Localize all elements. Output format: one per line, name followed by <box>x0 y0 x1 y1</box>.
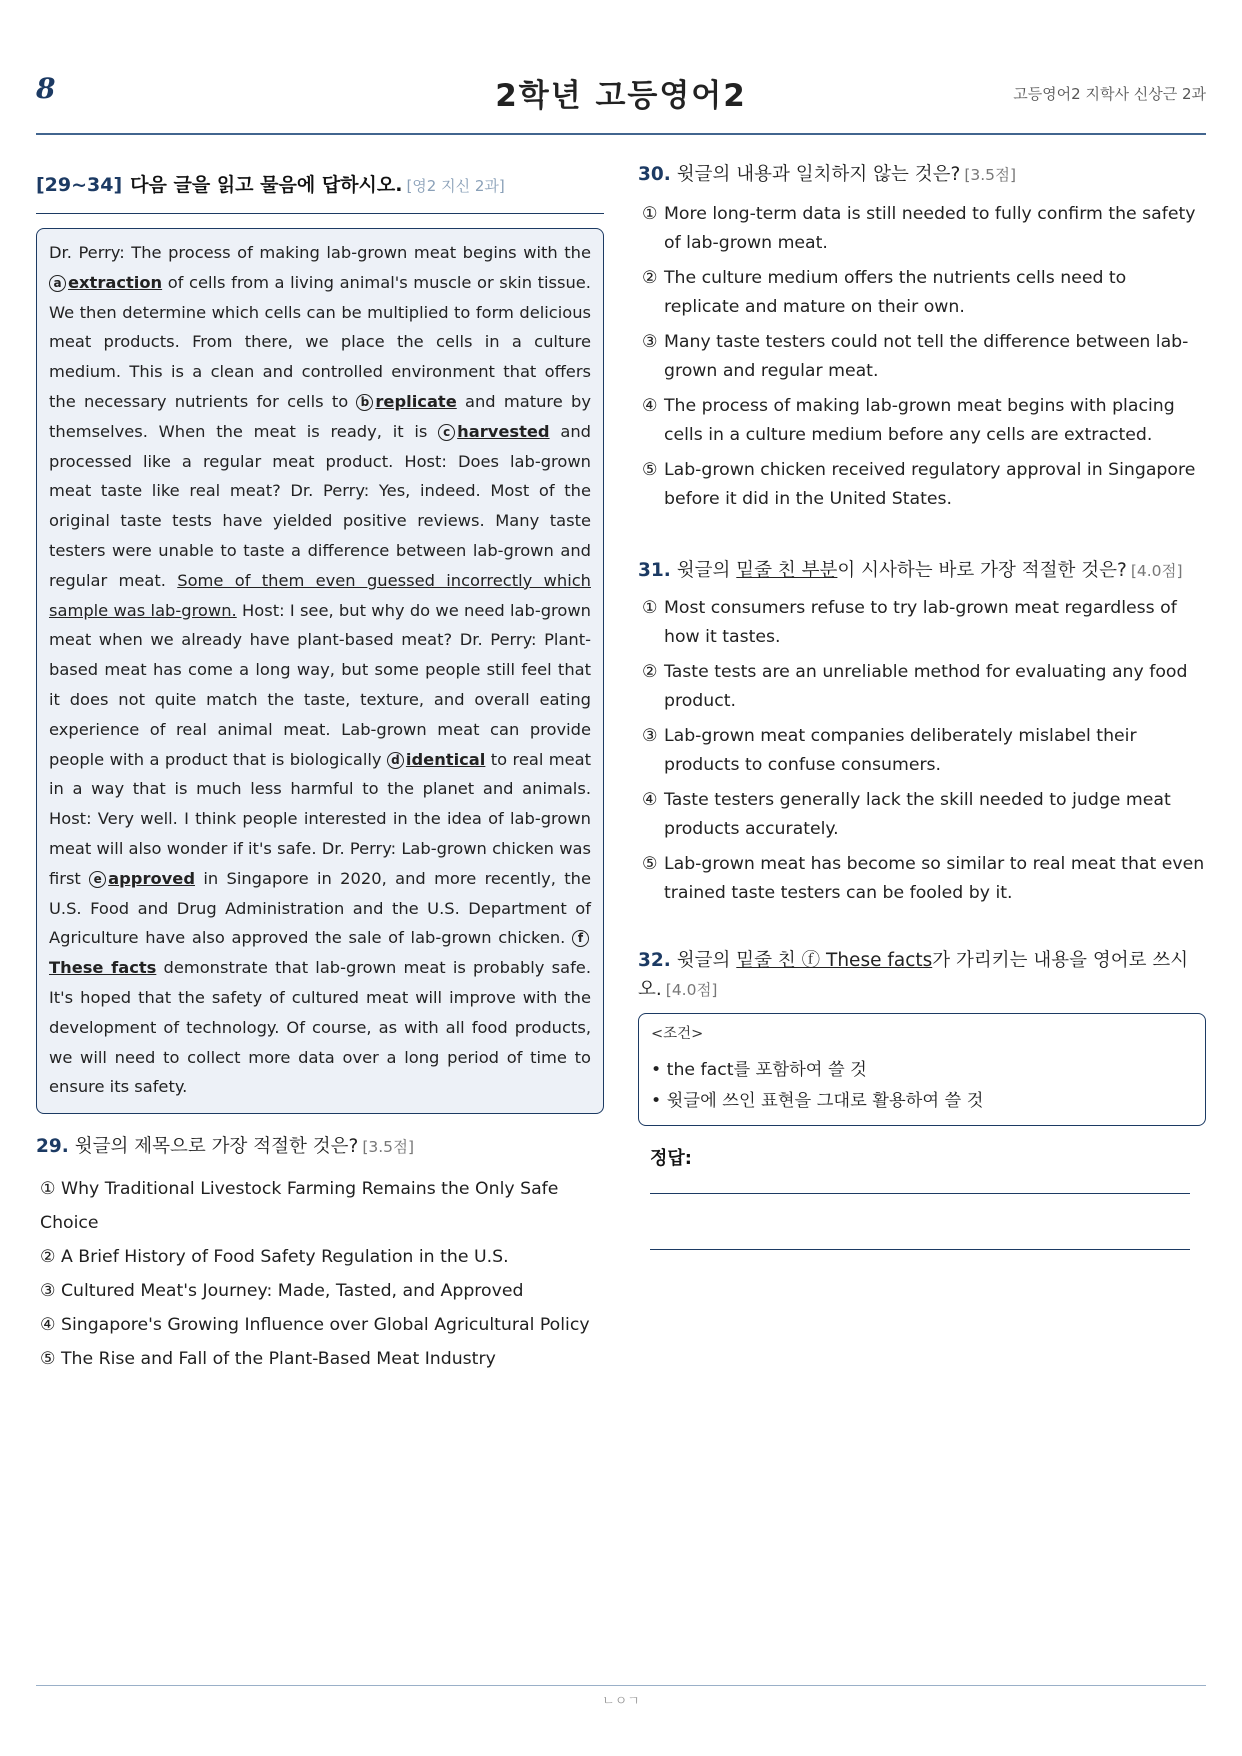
marker-b: b <box>356 394 373 411</box>
right-column <box>638 160 1206 1250</box>
option-3[interactable]: ③ Cultured Meat's Journey: Made, Tasted, and Approved <box>40 1281 524 1302</box>
question-32 <box>638 946 1206 1250</box>
option-5[interactable] <box>638 850 1206 908</box>
exam-title: 2학년 고등영어2 <box>495 78 747 114</box>
page-number: 8 <box>36 72 56 105</box>
answer-options <box>638 200 1206 514</box>
question-prompt <box>638 556 1206 582</box>
question-text: 윗글의 <box>676 560 737 581</box>
question-points: [4.0점] <box>665 981 718 999</box>
option-number: ④ <box>642 790 658 810</box>
option-1[interactable] <box>638 594 1206 652</box>
option-text: Taste tests are an unreliable method for evaluating any food product. <box>664 662 1188 711</box>
marker-a: a <box>49 275 66 292</box>
question-number: 31. <box>638 560 671 581</box>
footer-divider <box>36 1685 1206 1686</box>
option-3[interactable] <box>638 722 1206 780</box>
condition-item: • the fact를 포함하여 쓸 것 <box>651 1060 867 1080</box>
question-text: 가 가리키는 내용을 영어로 쓰시오. <box>638 950 1189 1000</box>
option-number: ① <box>642 598 658 618</box>
question-30 <box>638 160 1206 514</box>
question-text: 윗글의 내용과 일치하지 않는 것은? <box>676 164 961 185</box>
keyword-c: harvested <box>457 421 550 441</box>
passage-text: demonstrate that lab-grown meat is probably safe. It's hoped that the safety of cultured meat will improve with the development of technology. Of course, as with all food products, we will need to collect more data over a long period of time to ensure its safety. <box>49 958 591 1097</box>
exam-subtitle: 고등영어2 지학사 신상근 2과 <box>1013 85 1206 103</box>
question-points: [3.5점] <box>362 1138 415 1157</box>
option-text: Lab-grown chicken received regulatory approval in Singapore before it did in the United States. <box>664 460 1196 509</box>
reading-passage <box>36 228 604 1114</box>
option-number: ② <box>642 662 658 682</box>
question-points: [4.0점] <box>1130 562 1183 580</box>
answer-options <box>36 1172 604 1376</box>
option-3[interactable] <box>638 328 1206 386</box>
answer-line-2[interactable] <box>650 1249 1190 1250</box>
passage-text: Host: I see, but why do we need lab-grown meat when we already have plant-based meat? Dr. Perry: Plant-based meat has come a long way, but some people still feel that it does not quite match the taste, texture, and overall eating experience of real animal meat. Lab-grown meat can provide people with a product that is biologically <box>49 600 591 769</box>
passage-text: to real meat in a way that is much less harmful to the planet and animals. Host: Very well. I think people interested in the idea of lab-grown meat will also wonder if it's safe. Dr. Perry: Lab-grown chicken was first <box>49 749 591 888</box>
question-prompt <box>638 160 1206 186</box>
question-text: 윗글의 제목으로 가장 적절한 것은? <box>74 1136 359 1158</box>
question-text: 이 시사하는 바로 가장 적절한 것은? <box>837 560 1127 581</box>
option-number: ② <box>642 268 658 288</box>
passage-text: and processed like a regular meat product. Host: Does lab-grown meat taste like real meat? Dr. Perry: Yes, indeed. Most of the original taste tests have yielded positive reviews. Many taste testers were unable to taste a difference between lab-grown and regular meat. <box>49 421 591 590</box>
group-source: [영2 지신 2과] <box>406 177 505 195</box>
question-range: [29~34] <box>36 174 123 196</box>
marker-c: c <box>438 424 455 441</box>
option-2[interactable] <box>638 264 1206 322</box>
keyword-a: extraction <box>68 272 163 292</box>
option-text: Lab-grown meat companies deliberately mislabel their products to confuse consumers. <box>664 726 1137 775</box>
answer-line-1[interactable] <box>650 1193 1190 1194</box>
question-underlined-text: 밑줄 친 부분 <box>736 560 838 581</box>
option-number: ③ <box>642 332 658 352</box>
option-1[interactable]: ① Why Traditional Livestock Farming Remains the Only Safe Choice <box>40 1179 559 1234</box>
option-text: Most consumers refuse to try lab-grown meat regardless of how it tastes. <box>664 598 1177 647</box>
marker-d: d <box>387 752 404 769</box>
answer-options <box>638 594 1206 908</box>
passage-text: Dr. Perry: The process of making lab-grown meat begins with the <box>49 243 591 262</box>
question-number: 30. <box>638 164 671 185</box>
option-5[interactable] <box>638 456 1206 514</box>
condition-box <box>638 1013 1206 1126</box>
passage-text: of cells from a living animal's muscle or skin tissue. We then determine which cells can be multiplied to form delicious meat products. From there, we place the cells in a culture medium. This is a clean and controlled environment that offers the necessary nutrients for cells to <box>49 272 591 411</box>
question-underlined-text: 밑줄 친 ⓕ These facts <box>736 950 933 971</box>
option-number: ③ <box>642 726 658 746</box>
option-number: ④ <box>642 396 658 416</box>
footer-mark: ㄴㅇㄱ <box>602 1694 640 1709</box>
keyword-f: These facts <box>49 958 157 978</box>
answer-area <box>638 1144 1190 1250</box>
option-text: More long-term data is still needed to fully confirm the safety of lab-grown meat. <box>664 204 1196 253</box>
option-number: ⑤ <box>642 854 658 874</box>
option-text: The culture medium offers the nutrients cells need to replicate and mature on their own. <box>664 268 1127 317</box>
question-group-header <box>36 170 604 214</box>
marker-f: f <box>572 930 589 947</box>
question-text: 윗글의 <box>676 950 737 971</box>
option-number: ⑤ <box>642 460 658 480</box>
passage-text: and mature by themselves. When the meat is ready, it is <box>49 391 591 441</box>
question-points: [3.5점] <box>964 166 1017 184</box>
group-instruction: 다음 글을 읽고 물음에 답하시오. <box>130 174 403 196</box>
passage-text: in Singapore in 2020, and more recently, the U.S. Food and Drug Administration and the U.S. Department of Agriculture have also approved the sale of lab-grown chicken. <box>49 868 591 948</box>
keyword-e: approved <box>108 868 195 888</box>
keyword-d: identical <box>405 749 486 769</box>
header-divider <box>36 133 1206 135</box>
option-number: ① <box>642 204 658 224</box>
question-number: 32. <box>638 950 671 971</box>
question-prompt <box>36 1132 604 1158</box>
question-number: 29. <box>36 1136 69 1158</box>
option-4[interactable]: ④ Singapore's Growing Influence over Global Agricultural Policy <box>40 1315 590 1336</box>
option-text: Lab-grown meat has become so similar to real meat that even trained taste testers can be fooled by it. <box>664 854 1205 903</box>
question-prompt <box>638 946 1206 1005</box>
condition-item: • 윗글에 쓰인 표현을 그대로 활용하여 쓸 것 <box>651 1091 984 1111</box>
option-5[interactable]: ⑤ The Rise and Fall of the Plant-Based Meat Industry <box>40 1349 496 1370</box>
question-29 <box>36 1132 604 1376</box>
left-column <box>36 170 604 1376</box>
keyword-b: replicate <box>375 391 457 411</box>
question-31 <box>638 556 1206 908</box>
option-text: Taste testers generally lack the skill needed to judge meat products accurately. <box>664 790 1171 839</box>
condition-label: <조건> <box>651 1026 704 1042</box>
option-4[interactable] <box>638 786 1206 844</box>
option-1[interactable] <box>638 200 1206 258</box>
option-2[interactable] <box>638 658 1206 716</box>
answer-label: 정답: <box>650 1148 692 1169</box>
option-text: The process of making lab-grown meat begins with placing cells in a culture medium before any cells are extracted. <box>664 396 1175 445</box>
option-text: Many taste testers could not tell the difference between lab-grown and regular meat. <box>664 332 1189 381</box>
underlined-sentence: Some of them even guessed incorrectly which sample was lab-grown. <box>49 570 591 620</box>
option-4[interactable] <box>638 392 1206 450</box>
marker-e: e <box>89 871 106 888</box>
option-2[interactable]: ② A Brief History of Food Safety Regulation in the U.S. <box>40 1247 509 1268</box>
